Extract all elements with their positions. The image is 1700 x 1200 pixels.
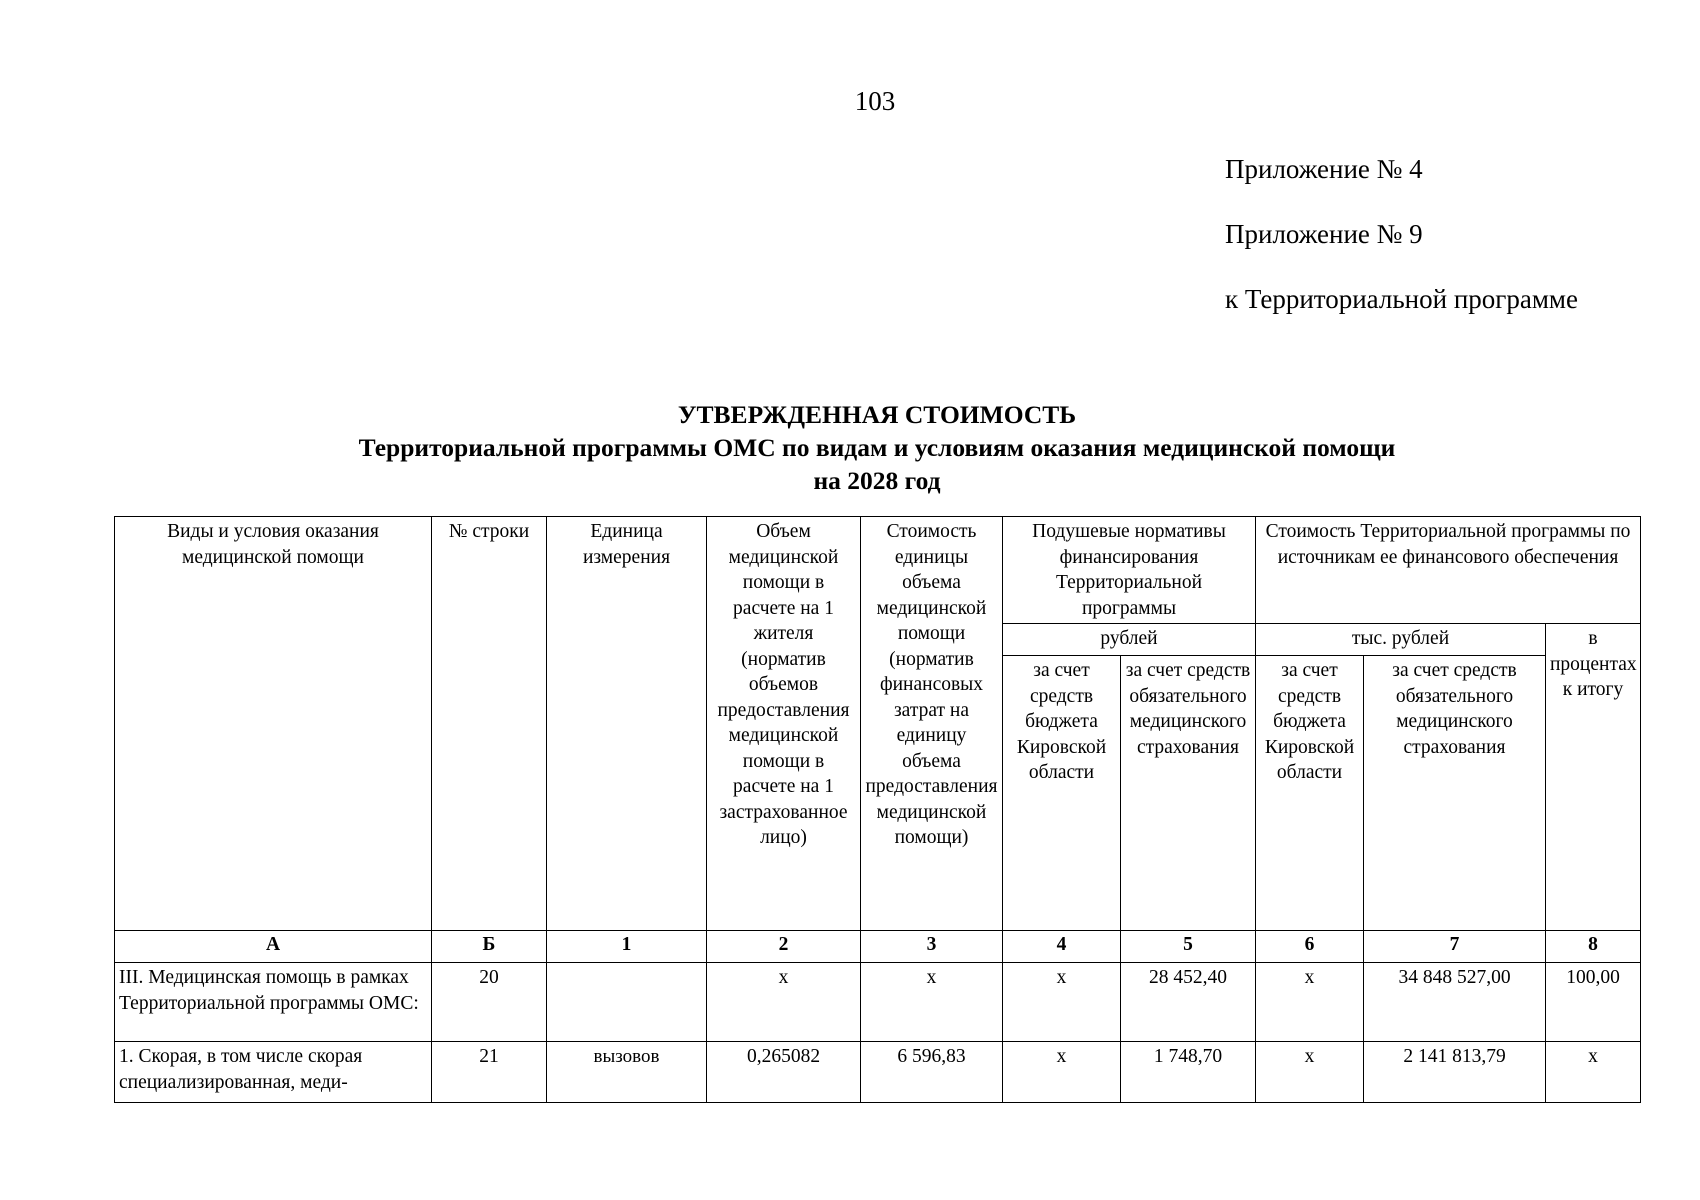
table-row [115, 963, 1641, 1042]
row-name: III. Медицинская помощь в рамках Территориальной программы ОМС: [115, 963, 432, 1042]
row-volume: х [707, 963, 861, 1042]
row-unit: вызовов [547, 1042, 707, 1103]
page-number: 103 [854, 86, 896, 116]
column-index-row [115, 931, 1641, 963]
row-unit-cost: х [861, 963, 1003, 1042]
header-volume: Объем медицинской помощи в расчете на 1 жителя (норматив объемов предоставления медицинской помощи в расчете на 1 застрахованное лицо) [707, 517, 861, 931]
header-per-capita-unit: рублей [1003, 624, 1256, 656]
column-index: 2 [707, 931, 861, 963]
row-per-capita-budget: х [1003, 963, 1121, 1042]
header-unit-cost: Стоимость единицы объема медицинской помощи (норматив финансовых затрат на единицу объема предоставления медицинской помощи) [861, 517, 1003, 931]
header-unit: Единица измерения [547, 517, 707, 931]
header-cost-percent: в процентах к итогу [1546, 624, 1641, 931]
column-index: А [115, 931, 432, 963]
row-cost-budget: х [1256, 963, 1364, 1042]
column-index: 1 [547, 931, 707, 963]
title-line-1: УТВЕРЖДЕННАЯ СТОИМОСТЬ [677, 400, 1077, 429]
column-index: 4 [1003, 931, 1121, 963]
row-unit-cost: 6 596,83 [861, 1042, 1003, 1103]
header-types: Виды и условия оказания медицинской помощи [115, 517, 432, 931]
appendix-number-4: Приложение № 4 [1225, 154, 1423, 184]
header-cost-oms: за счет средств обязательного медицинского страхования [1364, 656, 1546, 931]
column-index: 5 [1121, 931, 1256, 963]
header-per-capita-group: Подушевые нормативы финансирования Территориальной программы [1003, 517, 1256, 624]
row-percent: х [1546, 1042, 1641, 1103]
table-row [115, 1042, 1641, 1103]
row-per-capita-budget: х [1003, 1042, 1121, 1103]
column-index: Б [432, 931, 547, 963]
header-per-capita-oms: за счет средств обязательного медицинского страхования [1121, 656, 1256, 931]
row-cost-oms: 2 141 813,79 [1364, 1042, 1546, 1103]
row-name: 1. Скорая, в том числе скорая специализированная, меди- [115, 1042, 432, 1103]
document-title [116, 398, 1638, 497]
column-index: 8 [1546, 931, 1641, 963]
header-cost-budget: за счет средств бюджета Кировской области [1256, 656, 1364, 931]
row-per-capita-oms: 1 748,70 [1121, 1042, 1256, 1103]
row-per-capita-oms: 28 452,40 [1121, 963, 1256, 1042]
title-line-3: на 2028 год [813, 466, 941, 495]
cost-table [114, 516, 1641, 1103]
appendix-number-9: Приложение № 9 [1225, 219, 1423, 249]
row-percent: 100,00 [1546, 963, 1641, 1042]
row-volume: 0,265082 [707, 1042, 861, 1103]
header-per-capita-budget: за счет средств бюджета Кировской области [1003, 656, 1121, 931]
column-index: 7 [1364, 931, 1546, 963]
header-row-no: № строки [432, 517, 547, 931]
row-number: 20 [432, 963, 547, 1042]
row-cost-budget: х [1256, 1042, 1364, 1103]
row-number: 21 [432, 1042, 547, 1103]
row-cost-oms: 34 848 527,00 [1364, 963, 1546, 1042]
header-cost-unit: тыс. рублей [1256, 624, 1546, 656]
header-cost-group: Стоимость Территориальной программы по источникам ее финансового обеспечения [1256, 517, 1641, 624]
appendix-reference: к Территориальной программе [1225, 284, 1578, 314]
column-index: 3 [861, 931, 1003, 963]
column-index: 6 [1256, 931, 1364, 963]
row-unit [547, 963, 707, 1042]
title-line-2: Территориальной программы ОМС по видам и условиям оказания медицинской помощи [358, 433, 1396, 462]
